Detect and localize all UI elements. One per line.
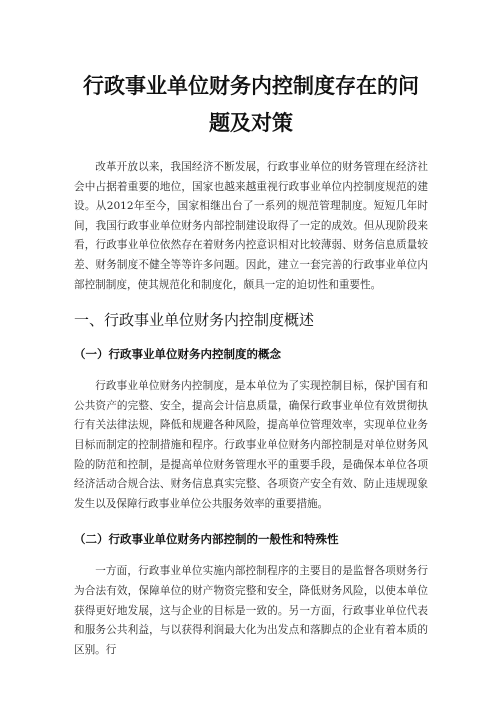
subsection-heading-concept: （一）行政事业单位财务内控制度的概念 xyxy=(74,347,281,362)
section-heading: 一、行政事业单位财务内控制度概述 xyxy=(74,311,315,330)
intro-paragraph: 改革开放以来，我国经济不断发展，行政事业单位的财务管理在经济社会中占据着重要的地位，国家也越来越重视行政事业单位内控制度规范的建设。从2012年至今，国家相继出台了一系列的规范管理制度。短短几年时间，我国行政事业单位财务内部控制建设取得了一定的成效。但从现阶段来看，行政事业单位依然存在着财务内控意识相对比较薄弱、财务信息质量较差、财务制度不健全等等许多问题。因此，建立一套完善的行政事业单位内部控制制度，使其规范化和制度化，颇具一定的迫切性和重要性。 xyxy=(74,161,428,291)
subsection-heading-characteristics: （二）行政事业单位财务内部控制的一般性和特殊性 xyxy=(74,532,339,547)
document-title: 行政事业单位财务内控制度存在的问题及对策 xyxy=(83,74,419,135)
characteristics-paragraph: 一方面，行政事业单位实施内部控制程序的主要目的是监督各项财务行为合法有效，保障单位的财产物资完整和安全，降低财务风险，以使本单位获得更好地发展，这与企业的目标是一致的。另一方面，行政事业单位代表和服务公共利益，与以获得利润最大化为出发点和落脚点的企业有着本质的区别。行 xyxy=(74,565,428,656)
concept-paragraph: 行政事业单位财务内控制度，是本单位为了实现控制目标，保护国有和公共资产的完整、安全，提高会计信息质量，确保行政事业单位有效贯彻执行有关法律法规，降低和规避各种风险，提高单位管理效率，实现单位业务目标而制定的控制措施和程序。行政事业单位财务内部控制是对单位财务风险的防范和控制，是提高单位财务管理水平的重要手段，是确保本单位各项经济活动合规合法、财务信息真实完整、各项资产安全有效、防止违规现象发生以及保障行政事业单位公共服务效率的重要措施。 xyxy=(74,380,428,510)
